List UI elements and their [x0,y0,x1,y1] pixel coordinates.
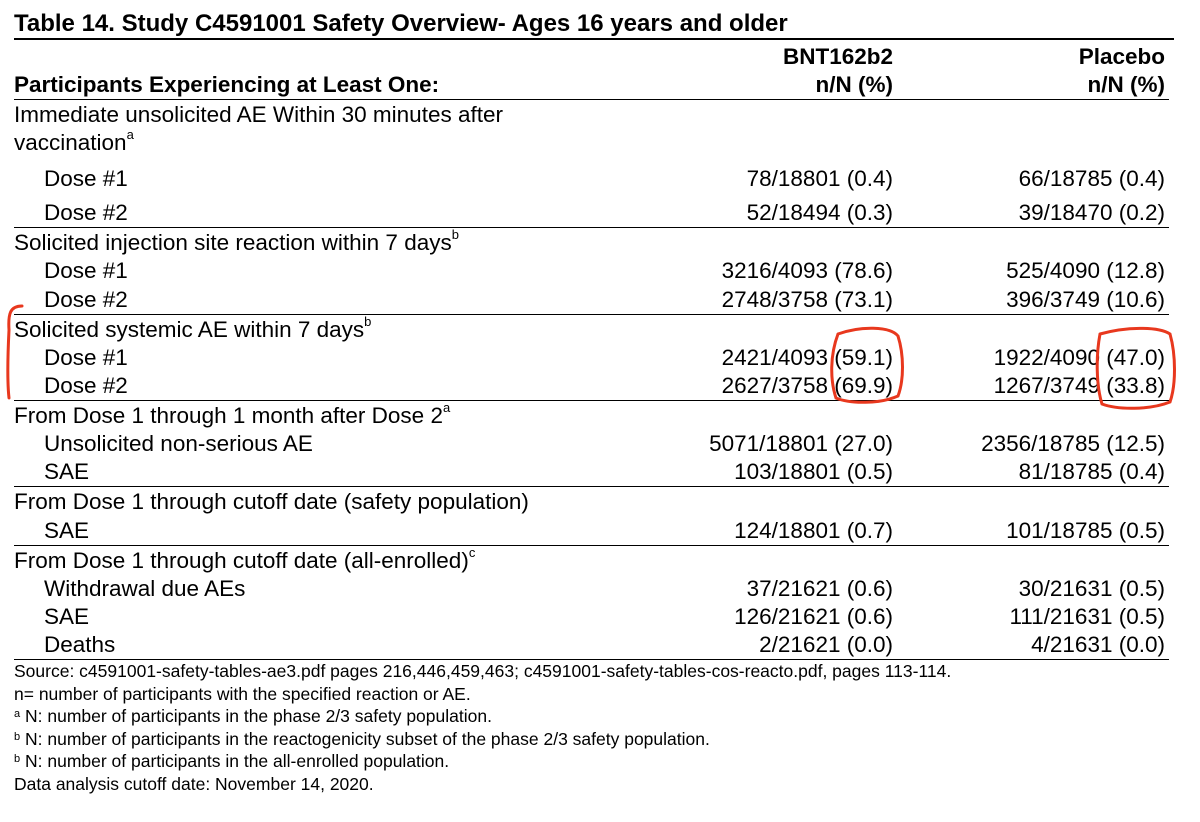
n-definition-note: n= number of participants with the specified reaction or AE. [14,683,471,704]
document-page: Table 14. Study C4591001 Safety Overview- Ages 16 years and older BNT162b2 Placebo Participants Experiencing at Least One: n/N (%) n/N (%) Immediate unsolicited AE Within 30 minutes after vaccination$^a$ Dose #1 78/18801 (0.4) 66/18785 (0.4) Dose #2 52/18494 (0.3) 39/18470 (0.2) Solicited injection site reaction within 7 days$^b$ Dose #1 3216/4093 (78.6) 525/4090 (12.8) Dose #2 2748/3758 (73.1) 396/3749 (10.6) Solicited systemic AE within 7 days$^b$ Dose #1 2421/4093 (59.1) 1922/4090 (47.0) Dose #2 2627/3758 (69.9) 1267/3749 (33.8) From Dose 1 through 1 month after Dose 2$^a$ Unsolicited non-serious AE 5071/18801 (27.0) 2356/18785 (12.5) SAE 103/18801 (0.5) 81/18785 (0.4) From Dose 1 through cutoff date (safety population) SAE 124/18801 (0.7) 101/18785 (0.5) From Dose 1 through cutoff date (all-enrolled)$^c$ Withdrawal due AEs 37/21621 (0.6) 30/21631 (0.5) SAE 126/21621 (0.6) 111/21631 (0.5) Deaths 2/21621 (0.0) 4/21631 (0.0) Source: c4591001-safety-tables-ae3.pdf pages 216,446,459,463; c4591001-safety-tables-cos-reacto.pdf, pages 113-114. n= number of participants with the specified reaction or AE. $^a$ N: number of participants in the phase 2/3 safety population. $^b$ N: number of participants in the reactogenicity subset of the phase 2/3 safety population. $^b$ N: number of participants in the all-enrolled population. Data analysis cutoff date: November 14, 2020. [0,0,1200,822]
table-title: Table 14. Study C4591001 Safety Overview- Ages 16 years and older [14,10,1174,40]
col1-name: BNT162b2 [782,44,893,69]
col1-unit: n/N (%) [815,72,893,97]
row-label-header: Participants Experiencing at Least One: [14,72,440,97]
red-bracket-annotation [8,306,22,398]
source-note: Source: c4591001-safety-tables-ae3.pdf pages 216,446,459,463; c4591001-safety-tables-cos-reacto.pdf, pages 113-114. [14,661,952,681]
red-circle-annotation-bnt [832,328,903,402]
col2-name: Placebo [1078,44,1165,69]
footnote-a: $^a$ N: number of participants in the phase 2/3 safety population. [14,706,492,726]
cutoff-date-note: Data analysis cutoff date: November 14, 2020. [14,773,374,794]
footnote-b: $^b$ N: number of participants in the reactogenicity subset of the phase 2/3 safety population. [14,728,710,749]
footnote-b-enrolled: $^b$ N: number of participants in the all-enrolled population. [14,751,450,771]
col2-unit: n/N (%) [1087,72,1165,97]
red-circle-annotation-placebo [1097,328,1174,408]
